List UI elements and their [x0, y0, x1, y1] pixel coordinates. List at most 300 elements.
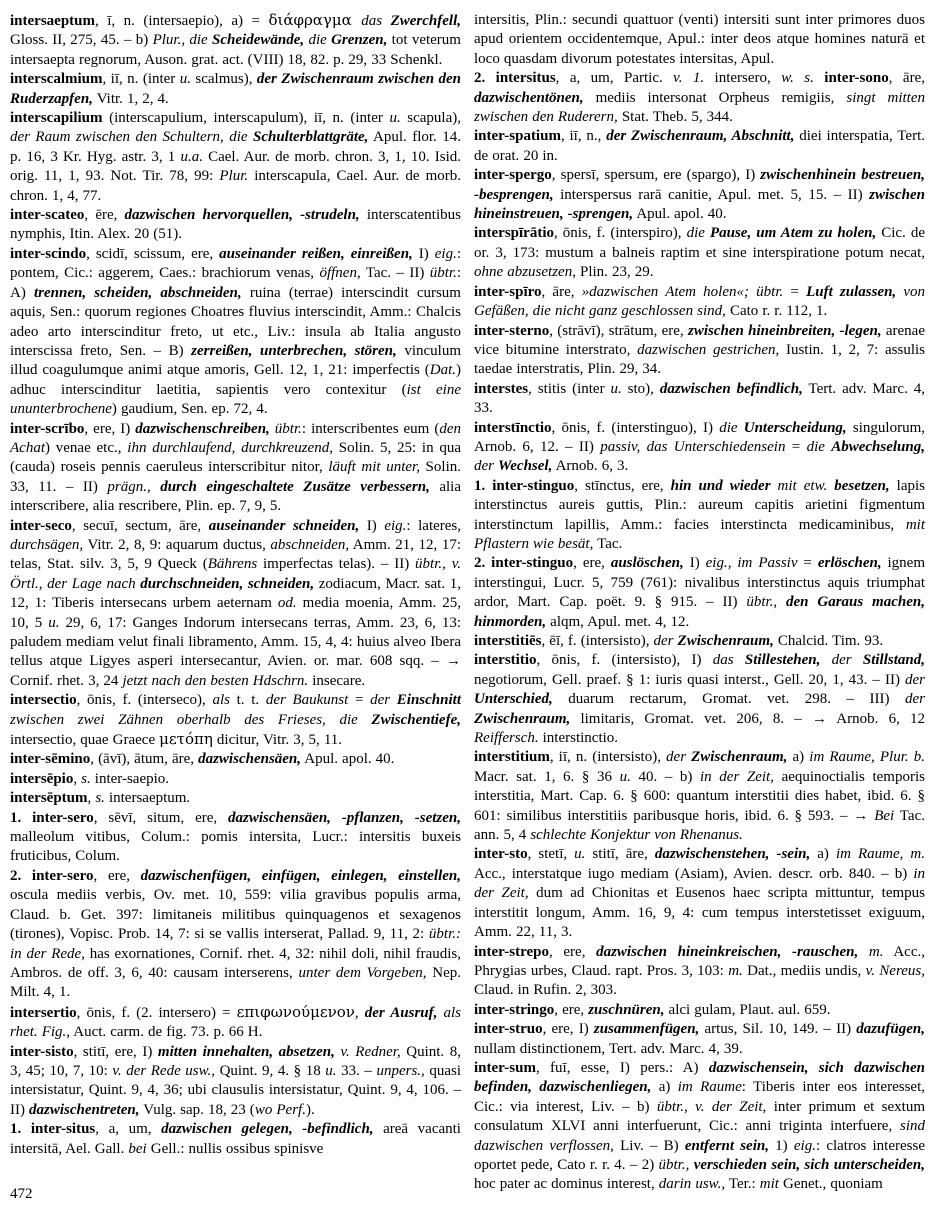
- text-segment: schlechte Konjektur von Rhenanus.: [530, 827, 743, 844]
- text-segment: Amm. 21, 12, 17: telas, Stat. silv. 3, 5, 9 Queck (: [10, 536, 461, 573]
- page-number: 472: [10, 1186, 33, 1202]
- text-segment: auseinander schneiden,: [208, 517, 360, 534]
- text-segment: interscatentibus nymphis, Itin. Alex. 20 (51).: [10, 207, 461, 243]
- headword: interspīrātio: [474, 225, 554, 242]
- text-segment: ,: [73, 770, 82, 787]
- headword: inter-sum: [474, 1059, 536, 1076]
- text-segment: stitī, āre,: [585, 846, 655, 863]
- text-segment: Liv. – B): [613, 1137, 685, 1154]
- headword: 1. inter-stinguo: [474, 477, 575, 494]
- text-segment: Nep. Milt. 4, 1.: [10, 964, 461, 1001]
- headword: intersectio: [10, 692, 77, 709]
- column-left: [10, 11, 461, 1195]
- text-segment: Apul. flor. 14. p. 16, 3 Kr. Hyg. astr. 3, 1: [10, 129, 461, 165]
- text-segment: Solin. 33, 11. – II): [10, 459, 461, 495]
- text-segment: sto),: [621, 380, 660, 397]
- dictionary-entry: [474, 380, 925, 419]
- text-segment: vinculum illud coagulumque animi atque amoris, Gell. 12, 1, 21: imperfectis (: [10, 342, 461, 379]
- text-segment: durch eingeschaltete Zusätze verbessern,: [160, 478, 430, 495]
- text-segment: : A): [10, 265, 461, 301]
- headword: inter-scrībo: [10, 420, 85, 437]
- text-segment: ) gaudium, Sen. ep. 72, 4.: [111, 401, 268, 418]
- text-segment: dazwischen hineinkreischen, -rauschen,: [596, 943, 859, 960]
- text-segment: durchschneiden, schneiden,: [140, 575, 315, 592]
- dictionary-entry: [474, 69, 925, 127]
- headword: inter-strepo: [474, 943, 549, 960]
- dictionary-entry: [474, 419, 925, 477]
- text-segment: , scidī, scissum, ere,: [86, 245, 220, 262]
- dictionary-entry: [474, 554, 925, 632]
- text-segment: übtr.: in der Rede,: [10, 926, 461, 962]
- dictionary-entry: [474, 632, 925, 651]
- text-segment: entfernt sein,: [684, 1137, 769, 1154]
- headword: intersertio: [10, 1004, 77, 1021]
- dictionary-entry: [10, 245, 461, 420]
- text-segment: der: [653, 633, 678, 649]
- text-segment: Gell.: nullis ossibus spinisve: [146, 1140, 324, 1157]
- dictionary-entry: [474, 166, 925, 224]
- headword: inter-stringo: [474, 1001, 555, 1018]
- text-segment: Quint. 8, 3, 45; 10, 7, 10:: [10, 1043, 461, 1079]
- text-segment: die: [686, 225, 710, 242]
- text-segment: I): [412, 245, 435, 262]
- text-segment: dazwischenstehen, -sein,: [654, 846, 811, 863]
- headword: inter-sto: [474, 846, 528, 863]
- text-segment: Stat. Theb. 5, 344.: [617, 109, 733, 126]
- text-segment: durchsägen,: [10, 536, 84, 553]
- text-segment: Vitr. 1, 2, 4.: [92, 90, 169, 107]
- text-segment: scapula),: [400, 110, 461, 127]
- text-segment: quasi intersistatur, Quint. 9, 4, 36; ubi clausulis intersistatur, Quint. 9, 4, 106. – II): [10, 1062, 462, 1118]
- two-column-text-area: [10, 11, 926, 1195]
- text-segment: erlöschen,: [817, 555, 882, 572]
- text-segment: =: [348, 692, 371, 709]
- text-segment: ,: [354, 1004, 365, 1021]
- text-segment: Vulg. sap. 18, 23 (: [139, 1101, 255, 1118]
- text-segment: Plin. 23, 29.: [575, 264, 654, 281]
- text-segment: dazwischensäen, -pflanzen, -setzen,: [228, 809, 461, 826]
- text-segment: nullam distinctionem, Tert. adv. Marc. 4, 39.: [474, 1040, 743, 1057]
- text-segment: Apul. apol. 40.: [633, 206, 727, 223]
- text-segment: 1): [768, 1137, 794, 1154]
- text-segment: Reiffersch.: [474, 730, 539, 747]
- text-segment: alci gulam, Plaut. aul. 659.: [664, 1001, 831, 1018]
- dictionary-entry: [474, 127, 925, 166]
- text-segment: interscapula, Cael. Aur. de morb. chron. 1, 4, 77.: [10, 168, 461, 204]
- text-segment: , ere,: [93, 867, 141, 884]
- text-segment: der Zwischenraum, Abschnitt,: [606, 128, 795, 145]
- headword: inter-sono: [824, 70, 889, 87]
- text-segment: Chalcid. Tim. 93.: [773, 633, 884, 649]
- text-segment: die: [304, 32, 332, 49]
- dictionary-entry: [10, 109, 461, 206]
- text-segment: : clatros interesse oportet pede, Cato r. r. 4. – 2): [474, 1137, 925, 1173]
- dictionary-entry: [474, 748, 925, 845]
- text-segment: Genet., quoniam: [778, 1176, 883, 1193]
- text-segment: Tac.: [593, 535, 623, 552]
- text-segment: =: [785, 438, 807, 455]
- text-segment: auseinander reißen, einreißen,: [219, 245, 413, 262]
- text-segment: u.: [325, 1062, 337, 1079]
- text-segment: ) adhuc interscinditur laetitia, sapientis vero contexitur (: [10, 362, 461, 398]
- text-segment: a): [651, 1079, 678, 1096]
- headword: inter-spīro: [474, 283, 542, 300]
- column-right: [474, 11, 925, 1195]
- text-segment: , (strāvī), strātum, ere,: [549, 322, 688, 339]
- text-segment: unter dem Vorgeben,: [298, 964, 427, 981]
- headword: inter-scateo: [10, 207, 85, 224]
- text-segment: 40. – b): [630, 768, 701, 785]
- text-segment: alia interscribere, alia rescribere, Plin. ep. 7, 9, 5.: [10, 478, 462, 515]
- text-segment: eig.: [793, 1137, 816, 1154]
- dictionary-entry: [10, 809, 461, 867]
- text-segment: Cic. de or. 3, 173: mustum a balneis raptim et sine interspiratione potum necat,: [474, 225, 925, 261]
- text-segment: unpers.,: [376, 1062, 425, 1079]
- headword: interstīnctio: [474, 419, 552, 436]
- text-segment: , stīnctus, ere,: [574, 477, 671, 494]
- dictionary-entry: [10, 1003, 461, 1043]
- text-segment: der: [905, 691, 925, 708]
- text-segment: darin usw.,: [658, 1176, 726, 1193]
- text-segment: u.: [619, 768, 631, 785]
- headword: interstitium: [474, 749, 550, 766]
- dictionary-entry: [10, 867, 461, 1003]
- text-segment: Zwischenraum,: [677, 633, 774, 649]
- text-segment: zwischen zwei Zähnen oberhalb des Frieses, die: [10, 711, 372, 728]
- headword: 1. inter-sero: [10, 809, 94, 826]
- text-segment: w. s.: [781, 70, 814, 87]
- text-segment: (interscapulium, interscapulum), iī, n. (inter: [102, 110, 390, 127]
- headword: interstitiēs: [474, 633, 542, 649]
- dictionary-entry: [10, 70, 461, 109]
- text-segment: a): [810, 846, 836, 863]
- text-segment: limitaris, Gromat. vet. 206, 8. – → Arnob. 6, 12: [570, 710, 925, 727]
- text-segment: bei: [128, 1140, 147, 1157]
- dictionary-entry: [474, 651, 925, 748]
- text-segment: Cato r. r. 112, 1.: [725, 303, 828, 320]
- text-segment: aequinoctialis temporis interstitia, Mart. Cap. 6. § 600: quantum interstitii dies habet, ibid. 6. § 601: similibus interstitiis paribusque horis, ibid. 6. § 593. – →: [474, 768, 925, 824]
- text-segment: : lateres,: [406, 517, 462, 534]
- text-segment: , stitis (inter: [528, 380, 611, 397]
- text-segment: , ere, I): [542, 1021, 594, 1038]
- text-segment: : interscribentes eum (: [301, 420, 440, 437]
- text-segment: , ere, I): [84, 420, 136, 437]
- text-segment: ).: [305, 1101, 315, 1118]
- headword: inter-spergo: [474, 167, 552, 184]
- text-segment: übtr., v. der Zeit,: [656, 1098, 767, 1115]
- text-segment: , iī, n.,: [560, 128, 607, 145]
- text-segment: Plur.: [219, 168, 249, 185]
- text-segment: , iī, n. (inter: [102, 71, 180, 88]
- text-segment: ignem interstingui, Lucr. 5, 759 (761): nivalibus interstinctus aquis triumphat ardor, Mart. Cap. poët. 9. § 915. – II): [474, 555, 926, 611]
- text-segment: übtr.,: [658, 1156, 694, 1173]
- dictionary-entry: [10, 750, 461, 769]
- text-segment: die: [806, 438, 832, 455]
- text-segment: , stitī, ere, I): [73, 1043, 158, 1060]
- text-segment: mit etw.: [770, 477, 835, 494]
- text-segment: Zwischenraum,: [474, 710, 571, 727]
- text-segment: Pause, um Atem zu holen,: [709, 225, 877, 242]
- text-segment: has exornationes, Cornif. rhet. 4, 32: nihil doli, nihil fraudis, Ambros. de off. 3, 6, 40: causam interserens,: [10, 945, 461, 981]
- text-segment: alqm, Apul. met. 4, 12.: [546, 613, 690, 630]
- text-segment: im Raume, Plur. b.: [809, 749, 925, 766]
- headword: interscalmium: [10, 71, 103, 88]
- text-segment: Tert. adv. Marc. 4, 33.: [474, 380, 925, 417]
- text-segment: , ere,: [554, 1001, 589, 1018]
- dictionary-entry: [474, 845, 925, 942]
- headword: inter-sēmino: [10, 751, 91, 768]
- dictionary-entry: [10, 11, 461, 70]
- text-segment: Claud. in Rufin. 2, 303.: [474, 982, 617, 999]
- dictionary-entry: [474, 1020, 925, 1059]
- headword: inter-sisto: [10, 1043, 74, 1060]
- text-segment: arenae vice bitumine interstrato,: [474, 322, 925, 358]
- text-segment: , āre,: [888, 70, 925, 87]
- text-segment: διάφραγμα: [268, 11, 362, 29]
- text-segment: u.: [610, 380, 622, 397]
- text-segment: mit: [759, 1176, 779, 1193]
- text-segment: , fuī, esse, I) pers.: A): [535, 1059, 709, 1076]
- text-segment: ohne abzusetzen,: [474, 264, 576, 281]
- text-segment: u.: [389, 110, 401, 127]
- text-segment: Quint. 9, 4. § 18: [215, 1062, 326, 1079]
- dictionary-entry: [10, 206, 461, 245]
- text-segment: : Tiberis inter eos interesset, Cic.: via interest, Liv. – b): [474, 1079, 925, 1115]
- text-segment: übtr.: [269, 420, 302, 437]
- text-segment: artus, Sil. 10, 149. – II): [699, 1021, 857, 1038]
- headword: interstitio: [474, 652, 537, 669]
- text-segment: übtr., v. Örtl., der Lage nach: [10, 556, 461, 592]
- text-segment: mediis intersonat Orpheus remigiis,: [583, 89, 847, 106]
- text-segment: a): [787, 749, 810, 766]
- text-segment: Zwerchfell,: [390, 13, 462, 29]
- dictionary-entry: [10, 1120, 461, 1159]
- text-segment: lapis interstinctus aureis guttis, Plin.: aureum capitis arietini figmentum interstinctum lapillis, Amm.: facies interstincta medicaminibus,: [474, 477, 925, 533]
- headword: intersēptum: [10, 790, 88, 807]
- text-segment: , stetī,: [527, 846, 575, 863]
- headword: interstes: [474, 380, 529, 397]
- text-segment: Bei: [874, 807, 895, 824]
- text-segment: negotiorum, Gell. praef. § 1: iuris quasi interst., Gell. 20, 1, 43. – II): [474, 671, 905, 688]
- text-segment: das: [712, 652, 745, 669]
- text-segment: zodiacum, Macr. sat. 1, 12, 1: Tiberis intersecans urbem aeternam: [10, 575, 461, 612]
- text-segment: u.: [574, 846, 586, 863]
- text-segment: , ēre,: [84, 207, 125, 224]
- text-segment: Apul. apol. 40.: [301, 751, 395, 768]
- text-segment: Einschnitt: [396, 692, 461, 709]
- text-segment: , a, um,: [95, 1121, 162, 1138]
- text-segment: der Zwischenraum zwischen den Ruderzapfen,: [10, 71, 461, 107]
- text-segment: =: [797, 555, 818, 572]
- text-segment: »dazwischen Atem holen«; übtr.: [581, 283, 784, 300]
- text-segment: scalmus),: [190, 71, 257, 88]
- text-segment: der: [666, 749, 692, 766]
- text-segment: =: [783, 283, 807, 300]
- text-segment: dazwischentönen,: [474, 89, 584, 106]
- text-segment: Cael. Aur. de morb. chron. 3, 1, 10. Isid. orig. 11, 1, 93. Not. Tir. 78, 99:: [10, 148, 461, 185]
- text-segment: dazwischentreten,: [29, 1101, 140, 1118]
- headword: inter-scindo: [10, 245, 87, 262]
- headword: 2. inter-stinguo: [474, 555, 574, 572]
- text-segment: , ōnis, f. (2. intersero) =: [76, 1004, 237, 1021]
- text-segment: ihn durchlaufend, durchkreuzend,: [127, 439, 333, 456]
- text-segment: v. 1.: [673, 70, 705, 87]
- text-segment: Scheidewände,: [212, 32, 305, 49]
- text-segment: , secuī, sectum, āre,: [71, 517, 209, 534]
- text-segment: dicitur, Vitr. 3, 5, 11.: [212, 732, 343, 749]
- text-segment: den Garaus machen, hinmorden,: [474, 594, 925, 630]
- text-segment: interspersus rarā canitie, Apul. met. 5, 15. – II): [553, 186, 870, 203]
- text-segment: , ere,: [548, 943, 597, 960]
- text-segment: singt mitten zwischen den Ruderern,: [474, 89, 925, 126]
- text-segment: dazwischen gestrichen,: [637, 341, 780, 358]
- text-segment: I): [359, 517, 385, 534]
- text-segment: , sēvī, situm, ere,: [93, 809, 228, 826]
- text-segment: läuft mit unter,: [328, 459, 420, 476]
- text-segment: Schulterblattgräte,: [253, 129, 369, 146]
- text-segment: Vitr. 2, 8, 9: aquarum ductus,: [83, 536, 271, 553]
- text-segment: von Gefäßen, die nicht ganz geschlossen sind,: [474, 283, 925, 320]
- text-segment: 33. –: [336, 1062, 377, 1079]
- dictionary-entry: [10, 420, 461, 517]
- text-segment: Acc., interstatque iugo mediam (Asiam), Avien. descr. orb. 840. – b): [474, 865, 914, 882]
- headword: inter-struo: [474, 1021, 543, 1038]
- text-segment: jetzt nach den besten Hdschrn.: [122, 672, 309, 689]
- text-segment: der: [820, 652, 863, 669]
- text-segment: diei interspatia, Tert. de orat. 20 in.: [474, 128, 925, 164]
- text-segment: m.: [728, 962, 743, 979]
- text-segment: der Ausruf,: [364, 1004, 438, 1021]
- text-segment: intersaeptum.: [104, 790, 191, 807]
- text-segment: öffnen,: [319, 265, 361, 282]
- dictionary-entry: [10, 517, 461, 692]
- text-segment: Stillestehen,: [744, 652, 821, 669]
- text-segment: zusammenfügen,: [593, 1021, 700, 1038]
- text-segment: der: [370, 692, 397, 709]
- text-segment: , ōnis, f. (intersisto), I): [536, 652, 713, 669]
- text-segment: der Raum zwischen den Schultern, die: [10, 129, 253, 146]
- text-segment: Zwischenraum,: [691, 749, 788, 766]
- text-segment: s.: [81, 770, 91, 787]
- text-segment: eig.: [384, 517, 407, 534]
- text-segment: Solin. 5, 25: in qua (cauda) roseis pennis caeruleus interscribitur nitor,: [10, 439, 462, 476]
- text-segment: inter-saepio.: [90, 770, 170, 787]
- text-segment: dazufügen,: [856, 1021, 925, 1038]
- text-segment: dazwischensein, sich dazwischen befinden, dazwischenliegen,: [474, 1059, 925, 1096]
- text-segment: dazwischen hervorquellen, -strudeln,: [124, 207, 360, 224]
- text-segment: eig., im Passiv: [705, 555, 798, 572]
- text-segment: Grenzen,: [331, 32, 388, 49]
- text-segment: επιφωνούμενον: [236, 1002, 355, 1021]
- text-segment: übtr.: [429, 265, 457, 282]
- text-segment: Arnob. 6, 3.: [552, 458, 629, 475]
- text-segment: Plur., die: [152, 32, 213, 49]
- text-segment: in der Zeit,: [700, 768, 774, 785]
- dictionary-entry: [474, 1059, 925, 1195]
- text-segment: ,: [87, 790, 96, 807]
- text-segment: auslöschen,: [610, 555, 684, 572]
- text-segment: zwischen hineinbreiten, -legen,: [688, 322, 882, 339]
- text-segment: Stillstand,: [862, 652, 925, 669]
- text-segment: mit Pflastern wie besät,: [474, 516, 925, 552]
- dictionary-entry: [10, 770, 461, 789]
- text-segment: den Achat: [10, 420, 462, 456]
- dictionary-entry: [474, 322, 925, 380]
- text-segment: im Raume, m.: [835, 846, 925, 863]
- text-segment: , (āvī), ātum, āre,: [90, 751, 199, 768]
- text-segment: , ī, n. (intersaepio), a) =: [95, 13, 269, 29]
- text-segment: zwischen hineinstreuen, -sprengen,: [474, 186, 925, 223]
- text-segment: besetzen,: [834, 477, 890, 494]
- text-segment: trennen, scheiden, abschneiden,: [34, 284, 242, 301]
- text-segment: , a, um, Partic.: [555, 70, 674, 87]
- text-segment: m.: [858, 943, 884, 960]
- text-segment: mitten innehalten, absetzen,: [157, 1043, 335, 1060]
- dictionary-entry: [10, 691, 461, 750]
- text-segment: dazwischenfügen, einfügen, einlegen, einstellen,: [140, 867, 461, 884]
- text-segment: Iustin. 1, 2, 7: assulis taedae interstratis, Plin. 29, 34.: [474, 341, 926, 378]
- text-segment: Unterscheidung,: [743, 419, 847, 436]
- headword: intersēpio: [10, 770, 74, 787]
- text-segment: Gloss. II, 275, 45. – b): [10, 32, 153, 49]
- text-segment: eig.: [434, 245, 457, 262]
- text-segment: [814, 70, 824, 86]
- text-segment: v. Redner,: [334, 1043, 401, 1060]
- text-segment: verschieden sein, sich unterscheiden,: [693, 1156, 925, 1173]
- text-segment: die: [719, 419, 744, 436]
- text-segment: , ēī, f. (intersisto),: [541, 633, 654, 649]
- text-segment: , iī, n. (intersisto),: [549, 749, 667, 766]
- text-segment: imperfectas telas). – II): [257, 556, 416, 573]
- text-segment: zerreißen, unterbrechen, stören,: [191, 342, 397, 359]
- text-segment: v. Nereus,: [865, 962, 925, 979]
- text-segment: Tac. ann. 5, 4: [474, 807, 925, 844]
- text-segment: interstinctio.: [538, 730, 619, 747]
- text-segment: Zwischentiefe,: [371, 711, 461, 728]
- text-segment: hin und wieder: [670, 477, 771, 494]
- text-segment: s.: [95, 790, 105, 807]
- text-segment: malleolum vitibus, Colum.: pomis intersita, Lucr.: intersitis buxeis fruticibus, Colum.: [10, 829, 461, 865]
- text-segment: hoc pater ac dominus interest,: [474, 1176, 659, 1193]
- dictionary-entry: [474, 224, 925, 282]
- text-segment: abschneiden,: [270, 536, 350, 553]
- text-segment: u.: [179, 71, 191, 88]
- text-segment: ruina (terrae) interscindit cursum aquis, Sen.: quorum regiones Choatres fluvius interscindit, Amm.: Chalcis adeo arto interscinditur freto, ut etc., Liv.: insula ab Italia angusto interscissa freto, Sen. – B): [10, 284, 461, 359]
- text-segment: u.: [48, 614, 60, 631]
- dictionary-entry: [474, 943, 925, 1001]
- text-segment: das: [361, 13, 391, 29]
- text-segment: als rhet. Fig.,: [10, 1004, 461, 1041]
- text-segment: als: [212, 692, 230, 709]
- text-segment: intersectio, quae Graece: [10, 732, 160, 749]
- text-segment: dum ad Chionitas et Eusenos haec scripta mittuntur, tempus interstitit longum, Amm. 16, 9, 4: cum tempus interstetisset exiguum, Amm. 22, 11, 3.: [474, 885, 925, 941]
- text-segment: media moenia, Amm. 25, 10, 5: [10, 595, 461, 631]
- dictionary-entry: [10, 789, 461, 808]
- text-segment: übtr.,: [746, 594, 787, 611]
- text-segment: im Raume: [677, 1079, 742, 1096]
- text-segment: passiv, das Unterschiedensein: [600, 438, 786, 455]
- text-segment: , ōnis, f. (interseco),: [76, 692, 213, 709]
- text-segment: , ere,: [573, 555, 611, 572]
- text-segment: prägn.,: [107, 478, 161, 495]
- text-segment: od.: [277, 595, 297, 612]
- headword: interscapilium: [10, 110, 103, 127]
- text-segment: Acc., Phrygias urbes, Claud. rapt. Pros. 3, 103:: [474, 943, 925, 979]
- text-segment: , ōnis, f. (interspiro),: [554, 225, 687, 242]
- text-segment: Unterschied,: [474, 691, 553, 708]
- text-segment: zuschnüren,: [588, 1001, 665, 1018]
- headword: inter-spatium: [474, 128, 561, 145]
